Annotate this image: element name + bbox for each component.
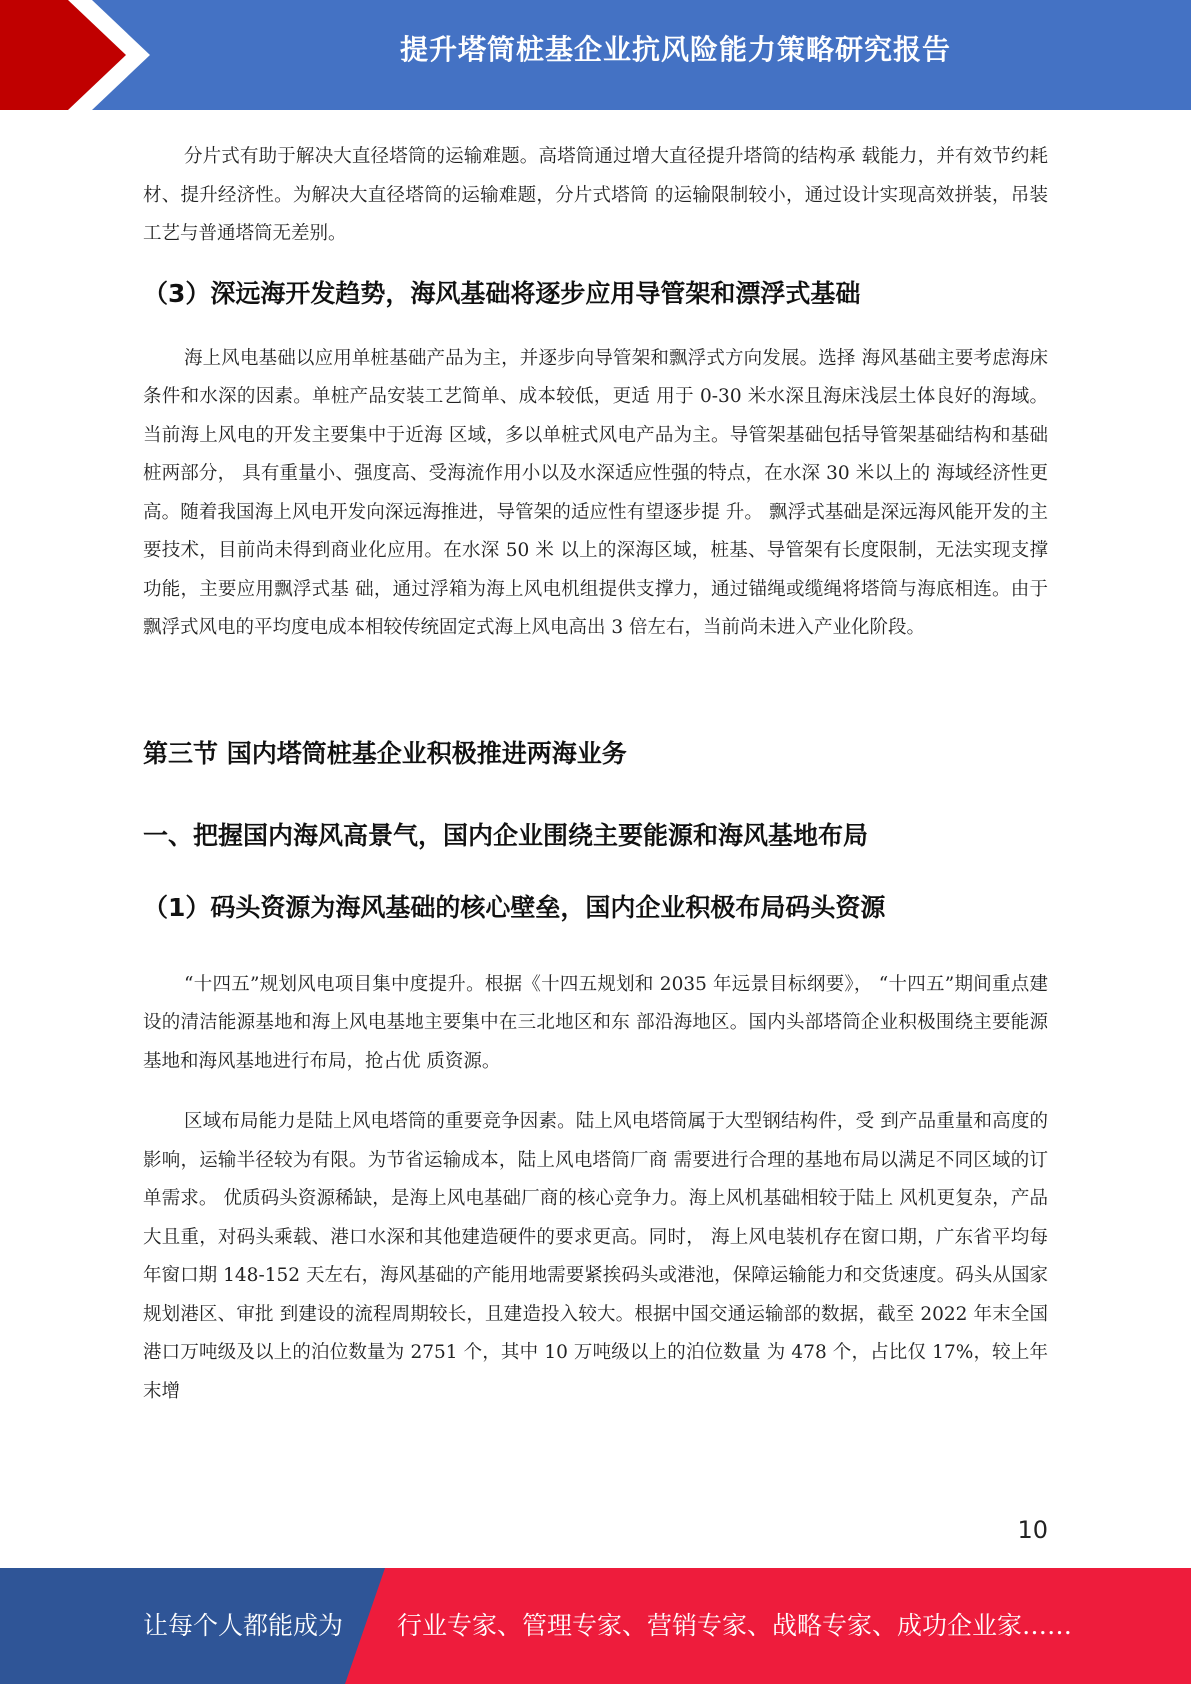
- subheading-dock-resources: （1）码头资源为海风基础的核心壁垒，国内企业积极布局码头资源: [143, 892, 886, 922]
- section-heading: 第三节 国内塔筒桩基企业积极推进两海业务: [143, 738, 627, 768]
- document-body: [143, 138, 1048, 1411]
- chapter-heading: 一、把握国内海风高景气，国内企业围绕主要能源和海风基地布局: [143, 820, 869, 850]
- footer-slogan-left: 让每个人都能成为: [143, 1611, 344, 1640]
- paragraph-14th-five-year-plan: “十四五”规划风电项目集中度提升。根据《十四五规划和 2035 年远景目标纲要》， “十四五”期间重点建设的清洁能源基地和海上风电基地主要集中在三北地区和东 部沿海地区。国内头部塔筒企业积极围绕主要能源基地和海风基地进行布局，抢占优 质资源。: [143, 973, 1048, 1072]
- paragraph-offshore-foundation: 海上风电基础以应用单桩基础产品为主，并逐步向导管架和飘浮式方向发展。选择 海风基础主要考虑海床条件和水深的因素。单桩产品安装工艺简单、成本较低，更适 用于 0-30 米水深且海床浅层土体良好的海域。当前海上风电的开发主要集中于近海 区域，多以单桩式风电产品为主。导管架基础包括导管架基础结构和基础桩两部分， 具有重量小、强度高、受海流作用小以及水深适应性强的特点，在水深 30 米以上的 海域经济性更高。随着我国海上风电开发向深远海推进，导管架的适应性有望逐步提 升。 飘浮式基础是深远海风能开发的主要技术，目前尚未得到商业化应用。在水深 50 米 以上的深海区域，桩基、导管架有长度限制，无法实现支撑功能，主要应用飘浮式基 础，通过浮箱为海上风电机组提供支撑力，通过锚绳或缆绳将塔筒与海底相连。由于 飘浮式风电的平均度电成本相较传统固定式海上风电高出 3 倍左右，当前尚未进入产业化阶段。: [143, 347, 1048, 638]
- report-title: 提升塔筒桩基企业抗风险能力策略研究报告: [399, 33, 951, 66]
- page-header: [0, 0, 1191, 110]
- paragraph-regional-layout: 区域布局能力是陆上风电塔筒的重要竞争因素。陆上风电塔筒属于大型钢结构件，受 到产品重量和高度的影响，运输半径较为有限。为节省运输成本，陆上风电塔筒厂商 需要进行合理的基地布局以满足不同区域的订单需求。 优质码头资源稀缺，是海上风电基础厂商的核心竞争力。海上风机基础相较于陆上 风机更复杂，产品大且重，对码头乘载、港口水深和其他建造硬件的要求更高。同时， 海上风电装机存在窗口期，广东省平均每年窗口期 148-152 天左右，海风基础的产能用地需要紧挨码头或港池，保障运输能力和交货速度。码头从国家规划港区、审批 到建设的流程周期较长，且建造投入较大。根据中国交通运输部的数据，截至 2022 年末全国港口万吨级及以上的泊位数量为 2751 个，其中 10 万吨级以上的泊位数量 为 478 个，占比仅 17%，较上年末增: [143, 1111, 1048, 1402]
- page-footer: [0, 1568, 1191, 1684]
- paragraph-segmented-tower: 分片式有助于解决大直径塔筒的运输难题。高塔筒通过增大直径提升塔筒的结构承 载能力，并有效节约耗材、提升经济性。为解决大直径塔筒的运输难题，分片式塔筒 的运输限制较小，通过设计实现高效拼装，吊装工艺与普通塔筒无差别。: [143, 146, 1048, 244]
- subheading-deep-sea-foundations: （3）深远海开发趋势，海风基础将逐步应用导管架和漂浮式基础: [143, 278, 861, 308]
- page-number: 10: [1017, 1516, 1048, 1544]
- footer-slogan-right: 行业专家、管理专家、营销专家、战略专家、成功企业家……: [397, 1611, 1073, 1640]
- header-arrow-icon: [0, 0, 160, 110]
